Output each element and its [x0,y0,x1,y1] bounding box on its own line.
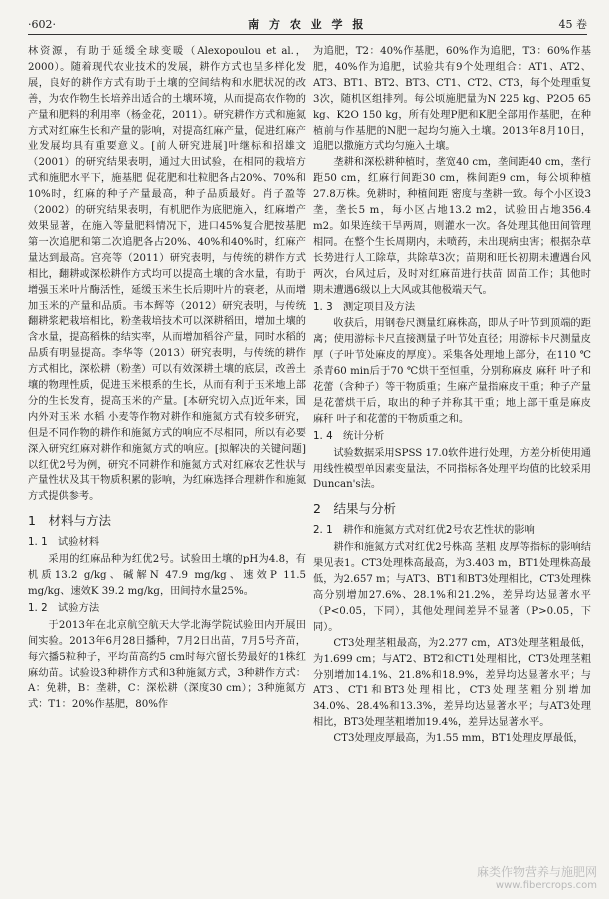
planting-paragraph: 垄耕和深松耕种植时，垄宽40 cm，垄间距40 cm，垄行距50 cm，红麻行间距30 cm，株间距9 cm，每公顷种植27.8万株。免耕时，种植间距 密度与垄耕一致。每个小区设3垄，垄长5 m，每小区占地13.2 m2，试验田占地356.4 m2。如果连续干旱两周，则灌水一次。各处理其他田间管理相同。在整个生长周期内，未喷药，未出现病虫害；根据杂草长势进行人工除草，共除草3次；苗期和旺长初期未遭遇台风两次，台风过后，及时对红麻苗进行扶苗 固苗工作；其他时期未遭遇6级以上大风或其他极端天气。 [313,157,591,296]
watermark-url: www.fibercrops.com [495,880,597,891]
measurement-paragraph: 收获后，用钢卷尺测量红麻株高，即从子叶节到顶端的距离；使用游标卡尺直接测量子叶节处直径；用游标卡尺测量皮厚（子叶节处麻皮的厚度）。采集各处理地上部分，在110 ℃杀青60 min后于70 ℃烘干至恒重，分别称麻皮 麻秆 叶子和花蕾（含种子）等干物质重；生麻产量指麻皮干重；种子产量是花蕾烘干后，取出的种子并称其干重；地上部干重是麻皮 麻秆 叶子和花蕾的干物质重之和。 [313,318,591,425]
subsection-1-4-heading: 1. 4 统计分析 [313,429,385,442]
results-paragraph-stem: CT3处理茎粗最高，为2.277 cm，AT3处理茎粗最低，为1.699 cm；与AT2、BT2和CT1处理相比，CT3处理茎粗分别增加14.1%、21.8%和18.9%，差异均达显著水平；与AT3、CT1和BT3处理相比，CT3处理茎粗分别增加34.0%、28.4%和13.3%，差异均达显著水平；与AT3处理相比，BT3处理茎粗增加19.4%，差异达显著水平。 [313,637,591,729]
watermark [477,863,597,891]
methods-continued-paragraph: 为追肥，T2：40%作基肥，60%作为追肥，T3：60%作基肥，40%作为追肥，试验共有9个处理组合：AT1、AT2、AT3、BT1、BT2、BT3、CT1、CT2、CT3，每个处理重复3次，随机区组排列。每公顷施肥量为N 225 kg、P2O5 65 kg、K2O 150 kg，所有处理P肥和K肥全部用作基肥，在种植前与作基肥的N肥一起均匀施入土壤。2013年8月10日，追肥以撒施方式均匀施入土壤。 [313,46,592,153]
results-paragraph-bark: CT3处理皮厚最高，为1.55 mm，BT1处理皮厚最低， [333,733,584,745]
journal-name: 南 方 农 业 学 报 [248,18,367,31]
subsection-2-1-heading: 2. 1 耕作和施氮方式对红优2号农艺性状的影响 [313,524,535,537]
subsection-1-2-heading: 1. 2 试验方法 [28,601,100,614]
volume-label: 45 卷 [558,18,587,31]
methods-paragraph: 于2013年在北京航空航天大学北海学院试验田内开展田间实验。2013年6月28日播种，7月2日出苗，7月5号齐苗，每穴播5粒种子，平均苗高约5 cm时每穴留长势最好的1株红麻幼苗。试验设3种耕作方式和3种施氮方式，3种耕作方式：A：免耕，B：垄耕，C：深松耕（深度30 cm）；3种施氮方式：T1：20%作基肥，80%作 [28,619,306,711]
right-column [313,44,591,747]
section-1-heading: 1 材料与方法 [28,513,111,529]
intro-paragraph: 林资源，有助于延缓全球变暖（Alexopoulou et al.，2000）。随着现代农业技术的发展，耕作方式也呈多样化发展，良好的耕作方式有助于土壤的空间结构和水肥状况的改善，为农作物生长培养出适合的土壤环境，从而提高农作物的产量和肥料的利用率（杨金花，2011）。研究耕作方式和施氮方式对红麻生长和产量的影响，对提高红麻产量，促进红麻产业发展均具有重要意义。[前人研究进展]叶继标和招雄文（2001）的研究结果表明，通过大田试验，在相同的栽培方式和施肥水平下，施基肥 促花肥和壮粒肥各占20%、70%和10%时，红麻的种子产量最高，种子品质最好。肖子盈等（2002）的研究结果表明，有机肥作为底肥施入，红麻增产效果显著，在施入等量肥料情况下，进口45%复合肥按基肥 第一次追肥和第二次追肥各占20%、40%和40%时，红麻产量达到最高。宫亮等（2011）研究表明，与传统的耕作方式相比，翻耕或深松耕作方式均可以提高土壤的含水量，有助于增强玉米叶片酶活性，延缓玉米生长后期叶片的衰老，从而增加玉米的产量和品质。韦本辉等（2012）研究表明，与传统翻耕浆耙栽培相比，粉垄栽培技术可以深耕稻田，增加土壤的含水量，提高稻株的结实率，从而增加稻谷产量，同时水稻的品质有明显提高。李华等（2013）研究表明，与传统的耕作方式相比，深松耕（粉垄）可以有效深耕土壤的底层，改善土壤的物理性质，促进玉米根系的生长，从而有利于玉米地上部分的生长发育，提高玉米的产量。[本研究切入点]近年来，国内外对玉米 水稻 小麦等作物对耕作和施氮方式有较多研究，但是不同作物的耕作和施氮方式的响应不尽相同，所以有必要深入研究红麻对耕作和施氮方式的响应。[拟解决的关键问题]以红优2号为例，研究不同耕作和施氮方式对红麻农艺性状与产量性状及其干物质积累的影响，为红麻选择合理耕作和施氮方式提供参考。 [28,46,306,503]
materials-paragraph: 采用的红麻品种为红优2号。试验田土壤的pH为4.8，有机质13.2 g/kg、碱解N 47.9 mg/kg、速效P 11.5 mg/kg、速效K 39.2 mg/kg，田间持水量25%。 [28,554,306,597]
watermark-title: 麻类作物营养与施肥网 [476,865,597,879]
subsection-1-3-heading: 1. 3 测定项目及方法 [313,300,416,313]
statistics-paragraph: 试验数据采用SPSS 17.0软件进行处理，方差分析使用通用线性模型单因素变量法，不同指标各处理平均值的比较采用Duncan's法。 [313,447,591,491]
results-paragraph-height: 耕作和施氮方式对红优2号株高 茎粗 皮厚等指标的影响结果见表1。CT3处理株高最高，为3.403 m，BT1处理株高最低，为2.657 m；与AT3、BT1和BT3处理相比，CT3处理株高分别增加27.6%、28.1%和21.2%，差异均达显著水平（P<0.05，下同），其他处理间差异不显著（P>0.05，下同）。 [313,542,591,633]
section-2-heading: 2 结果与分析 [313,501,396,517]
left-column [28,44,306,713]
page-number: ·602· [28,17,56,31]
running-header [28,14,587,35]
subsection-1-1-heading: 1. 1 试验材料 [28,536,100,549]
